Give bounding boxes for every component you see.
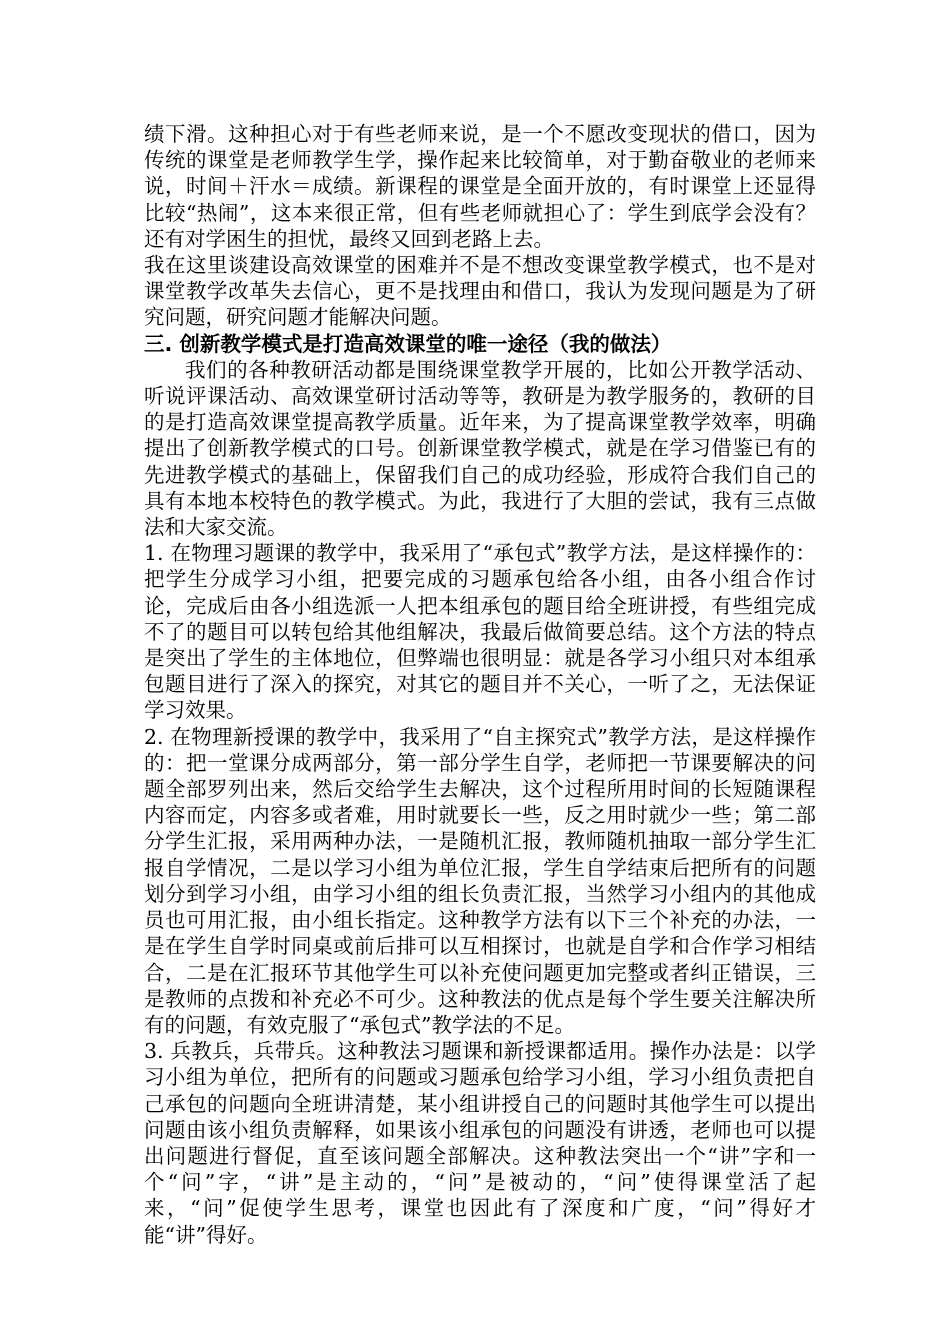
paragraph-section-intro: 我们的各种教研活动都是围绕课堂教学开展的，比如公开教学活动、听说评课活动、高效课堂研讨活动等等，教研是为教学服务的，教研的目的是打造高效课堂提高教学质量。近年来，为了提高课堂教学效率，明确提出了创新教学模式的口号。创新课堂教学模式，就是在学习借鉴已有的先进教学模式的基础上，保留我们自己的成功经验，形成符合我们自己的具有本地本校特色的教学模式。为此，我进行了大胆的尝试，我有三点做法和大家交流。	[144, 357, 816, 540]
list-item-3: 3. 兵教兵，兵带兵。这种教法习题课和新授课都适用。操作办法是：以学习小组为单位，把所有的问题或习题承包给学习小组，学习小组负责把自己承包的问题向全班讲清楚，某小组讲授自己的问题时其他学生可以提出问题由该小组负责解释，如果该小组承包的问题没有讲透，老师也可以提出问题进行督促，直至该问题全部解决。这种教法突出一个“讲”字和一个“问”字，“讲”是主动的，“问”是被动的，“问”使得课堂活了起来，“问”促使学生思考，课堂也因此有了深度和广度，“问”得好才能“讲”得好。	[144, 1039, 816, 1247]
document-page	[144, 121, 816, 1248]
section-heading-3: 三. 创新教学模式是打造高效课堂的唯一途径（我的做法）	[144, 331, 672, 356]
list-item-1: 1. 在物理习题课的教学中，我采用了“承包式”教学方法，是这样操作的：把学生分成学习小组，把要完成的习题承包给各小组，由各小组合作讨论，完成后由各小组选派一人把本组承包的题目给全班讲授，有些组完成不了的题目可以转包给其他组解决，我最后做简要总结。这个方法的特点是突出了学生的主体地位，但弊端也很明显：就是各学习小组只对本组承包题目进行了深入的探究，对其它的题目并不关心，一听了之，无法保证学习效果。	[144, 541, 816, 723]
paragraph-continuation: 绩下滑。这种担心对于有些老师来说，是一个不愿改变现状的借口，因为传统的课堂是老师教学生学，操作起来比较简单，对于勤奋敬业的老师来说，时间＋汗水＝成绩。新课程的课堂是全面开放的，有时课堂上还显得比较“热闹”，这本来很正常，但有些老师就担心了：学生到底学会没有？还有对学困生的担忧，最终又回到老路上去。	[144, 122, 816, 251]
list-item-2: 2. 在物理新授课的教学中，我采用了“自主探究式”教学方法，是这样操作的：把一堂课分成两部分，第一部分学生自学，老师把一节课要解决的问题全部罗列出来，然后交给学生去解决，这个过程所用时间的长短随课程内容而定，内容多或者难，用时就要长一些，反之用时就少一些；第二部分学生汇报，采用两种办法，一是随机汇报，教师随机抽取一部分学生汇报自学情况，二是以学习小组为单位汇报，学生自学结束后把所有的问题划分到学习小组，由学习小组的组长负责汇报，当然学习小组内的其他成员也可用汇报，由小组长指定。这种教学方法有以下三个补充的办法，一是在学生自学时同桌或前后排可以互相探讨，也就是自学和合作学习相结合，二是在汇报环节其他学生可以补充使问题更加完整或者纠正错误，三是教师的点拨和补充必不可少。这种教法的优点是每个学生要关注解决所有的问题，有效克服了“承包式”教学法的不足。	[144, 724, 816, 1037]
paragraph-difficulty-note: 我在这里谈建设高效课堂的困难并不是不想改变课堂教学模式，也不是对课堂教学改革失去信心，更不是找理由和借口，我认为发现问题是为了研究问题，研究问题才能解决问题。	[144, 253, 816, 330]
